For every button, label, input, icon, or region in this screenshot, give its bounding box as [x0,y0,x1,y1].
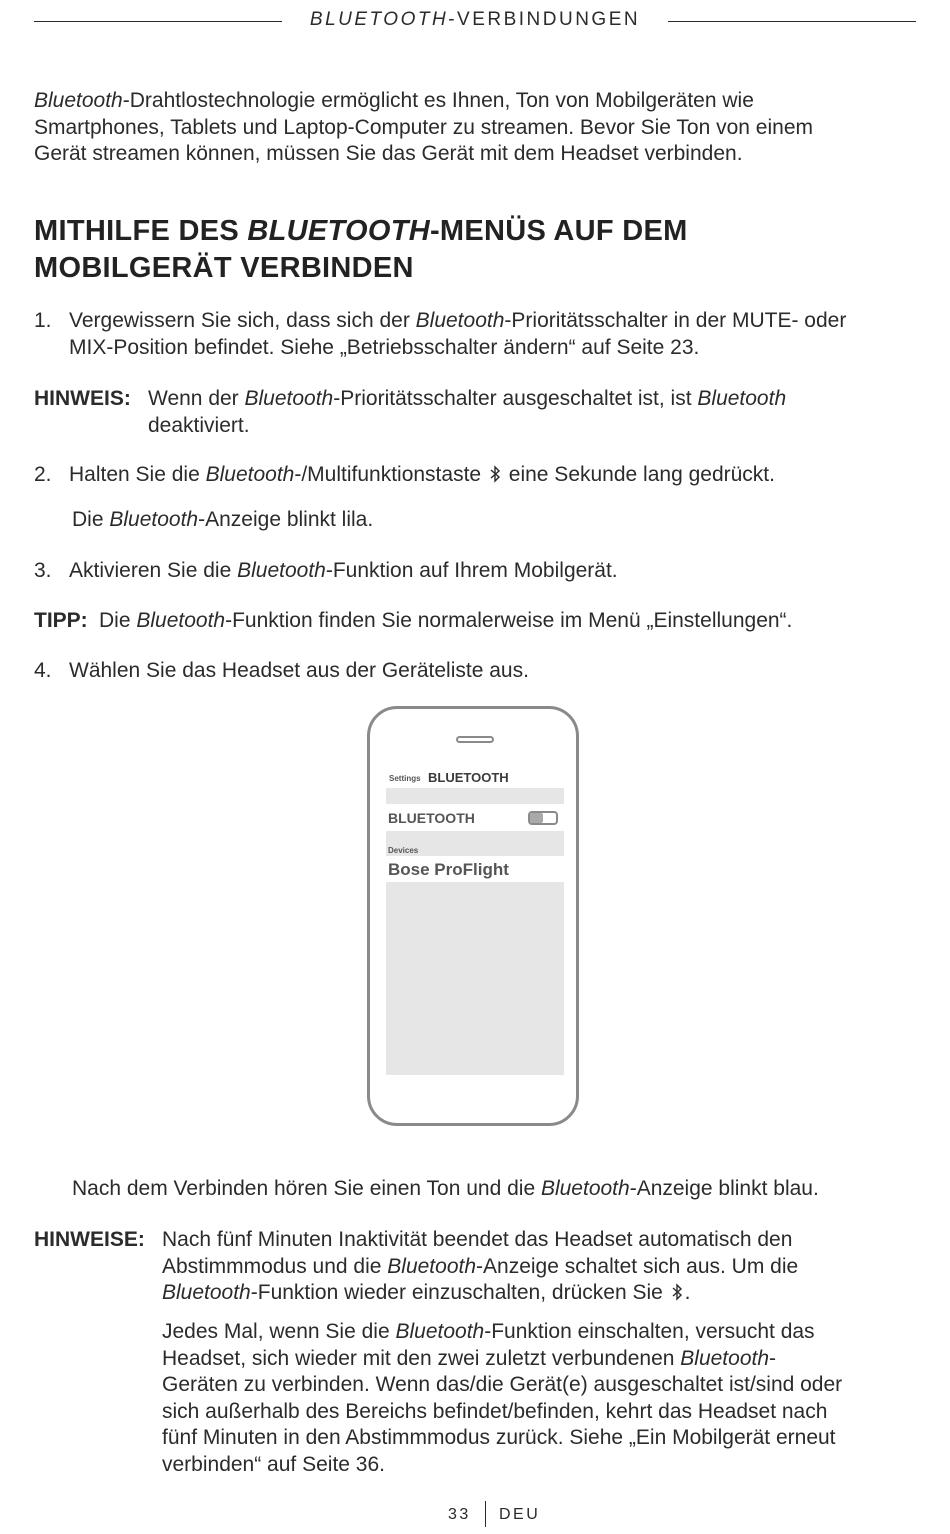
notes2-p1-line1: Nach fünf Minuten Inaktivität beendet das Headset automatisch den [162,1228,793,1251]
intro-paragraph [34,88,924,168]
intro-line1: -Drahtlostechnologie ermöglicht es Ihnen, Ton von Mobilgeräten wie [122,89,754,112]
step2-result-i: Bluetooth [109,508,199,531]
tip-i: Bluetooth [136,609,226,632]
footer-divider [485,1501,486,1527]
note1-text [148,386,928,439]
notes2-p1-line2-a: Abstimmmodus und die [162,1254,388,1278]
notes2-paragraph2 [162,1319,932,1478]
section-heading [34,213,688,287]
step3-text [69,558,618,585]
heading-line2: MOBILGERÄT VERBINDEN [34,252,414,284]
step2-number: 2. [34,463,52,486]
language-code: DEU [499,1506,541,1523]
notes2-p2-line1-a: Jedes Mal, wenn Sie die [162,1320,396,1343]
notes2-p2-line3: Geräten zu verbinden. Wenn das/die Gerät(e) ausgeschaltet ist/sind oder [162,1373,843,1396]
step3-a: Aktivieren Sie die [69,559,238,582]
step2-c: eine Sekunde lang gedrückt. [502,463,775,486]
notes2-p2-line1-b: -Funktion einschalten, versucht das [484,1320,815,1343]
notes2-p1-line3-i: Bluetooth [162,1281,251,1304]
after-connect-b: -Anzeige blinkt blau. [629,1177,819,1200]
header-title-italic: BLUETOOTH [309,9,449,30]
step1-text [69,308,929,361]
step1-a: Vergewissern Sie sich, dass sich der [69,309,416,332]
tip-b: -Funktion finden Sie normalerweise im Menü „Einstellungen“. [225,609,793,632]
screen-band-top [386,788,564,804]
notes2-label: HINWEISE: [34,1228,145,1251]
tip-label: TIPP: [34,609,88,632]
after-connect-text [72,1176,819,1203]
step2-i: Bluetooth [205,463,295,486]
intro-line2: Smartphones, Tablets und Laptop-Computer zu streamen. Bevor Sie Ton von einem [34,115,813,139]
notes2-p1-line3-end: . [684,1281,691,1304]
step1-b: -Prioritätsschalter in der MUTE- oder [504,309,847,332]
step2-result-b: -Anzeige blinkt lila. [198,508,374,531]
step2-a: Halten Sie die [69,463,206,486]
tip-text [99,608,792,635]
tip-a: Die [99,609,137,632]
after-connect-a: Nach dem Verbinden hören Sie einen Ton und die [72,1177,541,1200]
page-number: 33 [448,1506,471,1523]
notes2-paragraph1 [162,1227,932,1307]
step3-i: Bluetooth [237,559,326,582]
notes2-p2-line2-i: Bluetooth [680,1346,770,1370]
phone-speaker [456,736,494,743]
step1-line2: MIX-Position befindet. Siehe „Betriebsschalter ändern“ auf Seite 23. [69,335,700,359]
step3-number: 3. [34,559,52,582]
step1-i: Bluetooth [415,309,505,332]
page-header [0,9,950,31]
bluetooth-icon [489,465,501,483]
notes2-p1-line2-b: -Anzeige schaltet sich aus. Um die [476,1254,799,1278]
notes2-p2-line6: verbinden“ auf Seite 36. [162,1452,385,1476]
phone-illustration [367,706,579,1126]
bluetooth-toggle [528,811,558,825]
note1-i2: Bluetooth [697,387,787,410]
heading-italic: BLUETOOTH [247,215,430,247]
step2-result-a: Die [72,508,110,531]
notes2-p2-line2-a: Headset, sich wieder mit den zwei zuletzt verbundenen [162,1346,681,1370]
bluetooth-icon [671,1283,683,1301]
screen-settings-label: Settings [389,774,421,783]
step4-number: 4. [34,659,52,682]
step2-text [69,462,929,489]
step2-result [72,507,373,534]
notes2-p2-line4: sich außerhalb des Bereichs befindet/befinden, kehrt das Headset nach [162,1399,828,1423]
step2-b: -/Multifunktionstaste [294,463,482,486]
header-title-rest: -VERBINDUNGEN [448,9,641,30]
screen-device-list [386,882,564,1075]
screen-toggle-label: BLUETOOTH [388,810,475,826]
screen-device-name: Bose ProFlight [388,860,509,879]
notes2-p1-line2-i: Bluetooth [387,1254,477,1278]
step3-b: -Funktion auf Ihrem Mobilgerät. [325,559,618,582]
screen-devices-label: Devices [388,846,419,855]
heading-part-a: MITHILFE DES [34,215,248,247]
note1-label: HINWEIS: [34,387,131,410]
note1-b: -Prioritätsschalter ausgeschaltet ist, ist [333,387,698,410]
notes2-p2-line1-i: Bluetooth [395,1320,485,1343]
intro-line3: Gerät streamen können, müssen Sie das Gerät mit dem Headset verbinden. [34,142,743,165]
after-connect-i: Bluetooth [540,1177,630,1200]
intro-bluetooth: Bluetooth [34,89,123,112]
note1-i1: Bluetooth [244,387,334,410]
notes2-p1-line3-b: -Funktion wieder einzuschalten, drücken Sie [250,1281,663,1304]
notes2-p2-line2-b: - [769,1346,777,1370]
screen-title: BLUETOOTH [428,770,509,785]
note1-a: Wenn der [148,387,245,410]
heading-part-b: -MENÜS AUF DEM [429,215,688,247]
note1-line2: deaktiviert. [148,413,250,437]
notes2-p2-line5: fünf Minuten in den Abstimmmodus zurück. Siehe „Ein Mobilgerät erneut [162,1426,836,1449]
step4-text: Wählen Sie das Headset aus der Geräteliste aus. [69,659,529,682]
step1-number: 1. [34,309,52,332]
